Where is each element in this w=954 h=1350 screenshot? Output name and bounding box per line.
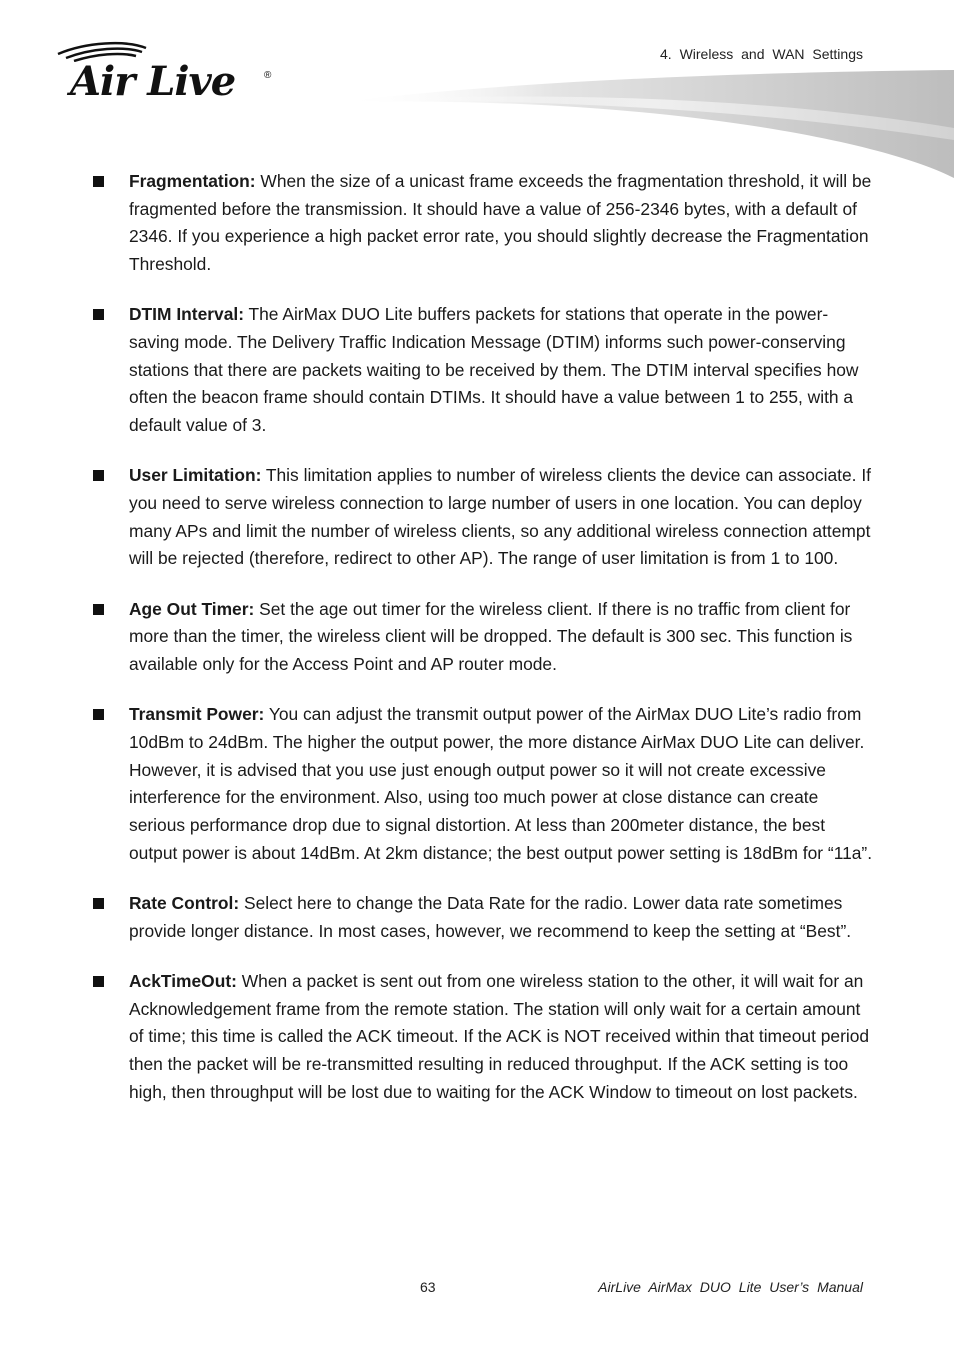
item-term: AckTimeOut: <box>129 970 237 991</box>
list-item-user-limitation <box>92 462 874 573</box>
list-item-transmit-power <box>92 701 874 867</box>
item-description: Set the age out timer for the wireless client. If there is no traffic from client for more than the timer, the wireless client will be dropped. The default is 300 sec. This function is available only for the Access Point and AP router mode. <box>129 598 853 675</box>
logo-wordmark: Air Live <box>70 58 236 105</box>
chapter-heading: 4. Wireless and WAN Settings <box>660 46 863 62</box>
list-item-dtim-interval <box>92 301 874 440</box>
list-item-fragmentation <box>92 168 874 279</box>
item-term: User Limitation: <box>129 465 262 486</box>
item-term: Fragmentation: <box>129 171 256 191</box>
item-term: Age Out Timer: <box>129 598 255 619</box>
list-item-ack-timeout <box>92 968 874 1107</box>
item-description: When the size of a unicast frame exceeds the fragmentation threshold, it will be fragmented before the transmission. It should have a value of 256-2346 bytes, with a default of 2346. If you experience a high packet error rate, you should slightly decrease the Fragmentation Threshold. <box>129 171 872 275</box>
item-description: This limitation applies to number of wireless clients the device can associate. If you need to serve wireless connection to large number of users in one location. You can deploy many APs and limit the number of wireless clients, so any additional wireless connection attempt will be rejected (therefore, redirect to other AP). The range of user limitation is from 1 to 100. <box>129 465 871 569</box>
settings-description-list <box>92 168 874 1129</box>
list-item-age-out-timer <box>92 596 874 679</box>
list-item-rate-control <box>92 890 874 945</box>
item-term: Transmit Power: <box>129 704 265 725</box>
square-bullet-icon <box>93 709 104 720</box>
logo-registered-mark: ® <box>264 70 272 81</box>
square-bullet-icon <box>93 976 104 987</box>
square-bullet-icon <box>93 176 104 187</box>
square-bullet-icon <box>93 470 104 481</box>
square-bullet-icon <box>93 898 104 909</box>
airlive-logo <box>56 40 286 112</box>
square-bullet-icon <box>93 309 104 320</box>
item-term: DTIM Interval: <box>129 304 244 325</box>
item-description: When a packet is sent out from one wireless station to the other, it will wait for an Acknowledgement frame from the remote station. The station will only wait for a certain amount of time; this time is called the ACK timeout. If the ACK is NOT received within that timeout period then the packet will be re-transmitted resulting in reduced throughput. If the ACK setting is too high, then throughput will be lost due to waiting for the ACK Window to timeout on lost packets. <box>129 970 870 1102</box>
manual-title: AirLive AirMax DUO Lite User’s Manual <box>598 1279 863 1295</box>
item-term: Rate Control: <box>129 892 240 913</box>
item-description: Select here to change the Data Rate for the radio. Lower data rate sometimes provide longer distance. In most cases, however, we recommend to keep the setting at “Best”. <box>129 892 852 941</box>
square-bullet-icon <box>93 604 104 615</box>
page-number: 63 <box>420 1279 436 1295</box>
item-description: You can adjust the transmit output power of the AirMax DUO Lite’s radio from 10dBm to 24dBm. The higher the output power, the more distance AirMax DUO Lite can deliver. However, it is advised that you use just enough output power so it will not create excessive interference for the environment. Also, using too much power at close distance can create serious performance drop due to signal distortion. At less than 200meter distance, the best output power is about 14dBm. At 2km distance; the best output power setting is 18dBm for “11a”. <box>129 704 873 863</box>
item-description: The AirMax DUO Lite buffers packets for stations that operate in the power-saving mode. The Delivery Traffic Indication Message (DTIM) informs such power-conserving stations that there are packets waiting to be received by them. The DTIM interval specifies how often the beacon frame should contain DTIMs. It should have a value between 1 to 255, with a default value of 3. <box>129 304 859 436</box>
